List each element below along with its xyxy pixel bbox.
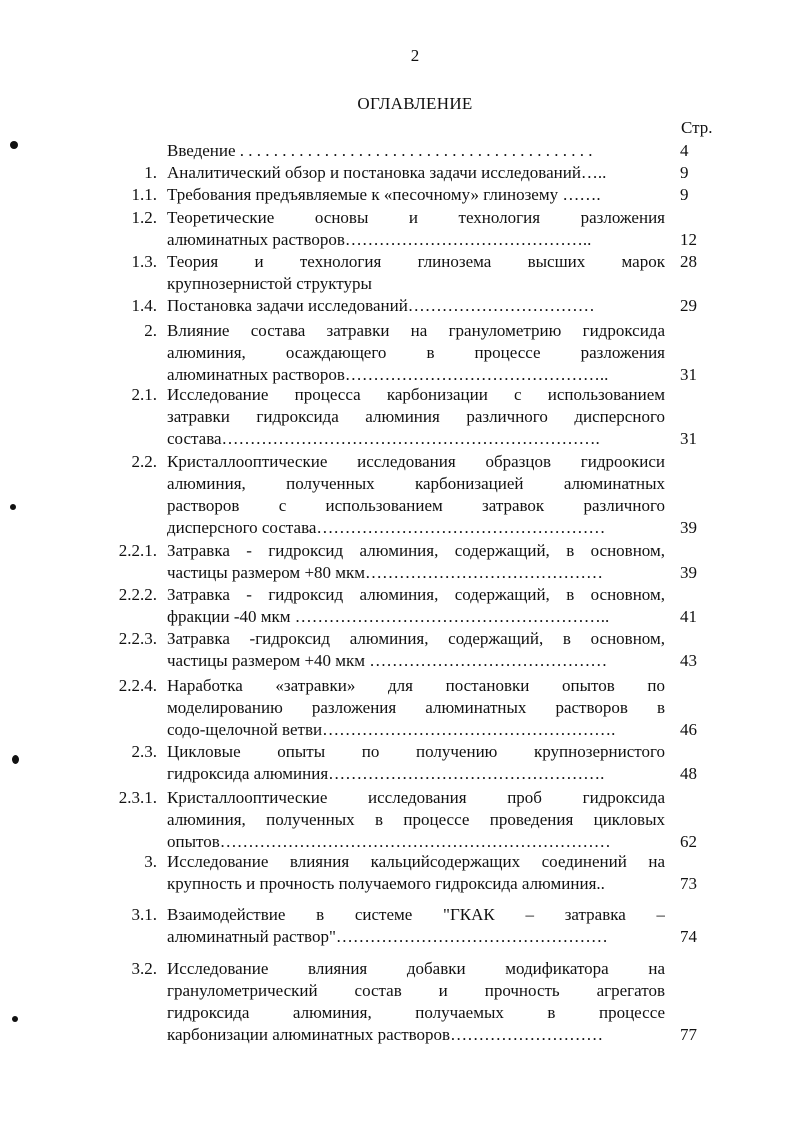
toc-entry-line: Затравка - гидроксид алюминия, содержащий, в основном,: [167, 541, 665, 560]
toc-entry: [0, 741, 798, 785]
toc-entry-line: алюминия, полученных карбонизацией алюминатных: [167, 474, 665, 493]
toc-entry-title: [167, 140, 665, 162]
toc-entry: [0, 904, 798, 948]
toc-entry-line: Аналитический обзор и постановка задачи исследований…..: [167, 163, 607, 182]
toc-entry: [0, 958, 798, 1046]
toc-entry: [0, 251, 798, 295]
toc-entry-number: 2.2.1.: [118, 541, 157, 560]
toc-entry-page: 62: [680, 832, 697, 851]
toc-entry-line: крупность и прочность получаемого гидроксида алюминия..: [167, 874, 605, 893]
page-number: 2: [410, 46, 420, 65]
toc-entry-line: состава………………………………………………………….: [167, 429, 600, 448]
toc-entry-line: Взаимодействие в системе "ГКАК – затравка –: [167, 905, 665, 924]
toc-entry: [0, 207, 798, 251]
toc-entry-page: 9: [680, 185, 689, 204]
toc-entry-title: [167, 162, 665, 184]
toc-entry-line: Затравка -гидроксид алюминия, содержащий, в основном,: [167, 629, 665, 648]
toc-entry-number: 2.1.: [131, 385, 157, 404]
toc-entry-page: 4: [680, 141, 689, 160]
toc-entry: [0, 628, 798, 672]
toc-entry-number: 3.2.: [131, 959, 157, 978]
toc-entry-line: фракции -40 мкм ………………………………………………..: [167, 607, 610, 626]
toc-entry: [0, 851, 798, 895]
toc-entry-line: опытов……………………………………………………………: [167, 832, 611, 851]
toc-entry-title: [167, 320, 665, 386]
toc-entry-title: [167, 184, 665, 206]
toc-entry: [0, 295, 798, 317]
toc-entry-line: алюминия, полученных в процессе проведения цикловых: [167, 810, 665, 829]
toc-entry-line: моделированию разложения алюминатных растворов в: [167, 698, 665, 717]
toc-entry-line: Цикловые опыты по получению крупнозернистого: [167, 742, 665, 761]
toc-entry: [0, 451, 798, 539]
toc-entry-page: 31: [680, 429, 697, 448]
toc-entry-number: 2.: [144, 321, 157, 340]
toc-entry-title: [167, 787, 665, 853]
toc-entry-line: алюминатных растворов………………………………………..: [167, 365, 609, 384]
toc-entry-page: 73: [680, 874, 697, 893]
toc-entry-number: 2.3.1.: [118, 788, 157, 807]
page-title: ОГЛАВЛЕНИЕ: [357, 94, 473, 113]
toc-entry-title: [167, 451, 665, 539]
toc-entry-number: 2.2.3.: [118, 629, 157, 648]
toc-entry-page: 9: [680, 163, 689, 182]
toc-entry-title: [167, 540, 665, 584]
toc-entry-line: гидроксида алюминия………………………………………….: [167, 764, 605, 783]
toc-entry-line: Исследование влияния кальцийсодержащих соединений на: [167, 852, 665, 871]
toc-entry-number: 3.: [144, 852, 157, 871]
toc-entry-number: 1.1.: [131, 185, 157, 204]
toc-entry: [0, 162, 798, 184]
toc-entry-page: 43: [680, 651, 697, 670]
toc-entry: [0, 787, 798, 853]
toc-entry-page: 39: [680, 563, 697, 582]
toc-entry-line: Требования предъявляемые к «песочному» глинозему …….: [167, 185, 601, 204]
toc-entry-title: [167, 251, 665, 295]
toc-entry-line: содо-щелочной ветви…………………………………………….: [167, 720, 616, 739]
toc-entry-number: 2.3.: [131, 742, 157, 761]
toc-entry-line: Исследование процесса карбонизации с использованием: [167, 385, 665, 404]
toc-entry: [0, 540, 798, 584]
toc-entry-number: 1.: [144, 163, 157, 182]
toc-entry-line: Наработка «затравки» для постановки опытов по: [167, 676, 665, 695]
toc-entry-page: 77: [680, 1025, 697, 1044]
toc-entry-line: дисперсного состава……………………………………………: [167, 518, 606, 537]
toc-entry-line: карбонизации алюминатных растворов………………………: [167, 1025, 604, 1044]
toc-entry-line: гранулометрический состав и прочность агрегатов: [167, 981, 665, 1000]
toc-entry-page: 41: [680, 607, 697, 626]
toc-entry-line: частицы размером +80 мкм……………………………………: [167, 563, 604, 582]
toc-entry: [0, 384, 798, 450]
toc-entry-line: Исследование влияния добавки модификатора на: [167, 959, 665, 978]
toc-entry-line: алюминатный раствор"…………………………………………: [167, 927, 608, 946]
toc-entry: [0, 140, 798, 162]
toc-entry-line: крупнозернистой структуры: [167, 274, 372, 293]
toc-entry-title: [167, 384, 665, 450]
toc-entry-title: [167, 207, 665, 251]
toc-entry-title: [167, 958, 665, 1046]
toc-entry-title: [167, 675, 665, 741]
toc-entry: [0, 184, 798, 206]
toc-entry-page: 29: [680, 296, 697, 315]
toc-entry: [0, 320, 798, 386]
toc-entry-number: 2.2.2.: [118, 585, 157, 604]
toc-entry: [0, 675, 798, 741]
toc-entry-title: [167, 628, 665, 672]
toc-entry-line: алюминатных растворов……………………………………..: [167, 230, 592, 249]
toc-entry-page: 46: [680, 720, 697, 739]
toc-entry-number: 2.2.4.: [118, 676, 157, 695]
toc-entry-line: Постановка задачи исследований……………………………: [167, 296, 595, 315]
toc-entry-number: 2.2.: [131, 452, 157, 471]
toc-entry-line: алюминия, осаждающего в процессе разложения: [167, 343, 665, 362]
toc-entry-title: [167, 904, 665, 948]
toc-entry-line: Теоретические основы и технология разложения: [167, 208, 665, 227]
toc-entry: [0, 584, 798, 628]
toc-entry-page: 31: [680, 365, 697, 384]
toc-entry-line: Теория и технология глинозема высших марок: [167, 252, 665, 271]
page-column-header: Стр.: [681, 118, 713, 137]
toc-entry-line: Затравка - гидроксид алюминия, содержащий, в основном,: [167, 585, 665, 604]
toc-entry-line: гидроксида алюминия, получаемых в процессе: [167, 1003, 665, 1022]
toc-entry-title: [167, 741, 665, 785]
toc-entry-line: растворов с использованием затравок различного: [167, 496, 665, 515]
toc-entry-title: [167, 584, 665, 628]
toc-entry-line: затравки гидроксида алюминия различного дисперсного: [167, 407, 665, 426]
toc-entry-number: 1.3.: [131, 252, 157, 271]
toc-entry-page: 39: [680, 518, 697, 537]
toc-entry-number: 1.2.: [131, 208, 157, 227]
toc-entry-line: Кристаллооптические исследования проб гидроксида: [167, 788, 665, 807]
toc-entry-page: 28: [680, 252, 697, 271]
toc-entry-title: [167, 851, 665, 895]
toc-entry-line: Влияние состава затравки на гранулометрию гидроксида: [167, 321, 665, 340]
toc-entry-number: 1.4.: [131, 296, 157, 315]
toc-entry-page: 12: [680, 230, 697, 249]
toc-entry-page: 48: [680, 764, 697, 783]
toc-entry-line: Кристаллооптические исследования образцов гидроокиси: [167, 452, 665, 471]
toc-entry-line: частицы размером +40 мкм ……………………………………: [167, 651, 608, 670]
toc-entry-title: [167, 295, 665, 317]
toc-entry-number: 3.1.: [131, 905, 157, 924]
toc-entry-line: Введение . . . . . . . . . . . . . . . . . . . . . . . . . . . . . . . . . . . . . . . . . .: [167, 141, 593, 160]
toc-entry-page: 74: [680, 927, 697, 946]
